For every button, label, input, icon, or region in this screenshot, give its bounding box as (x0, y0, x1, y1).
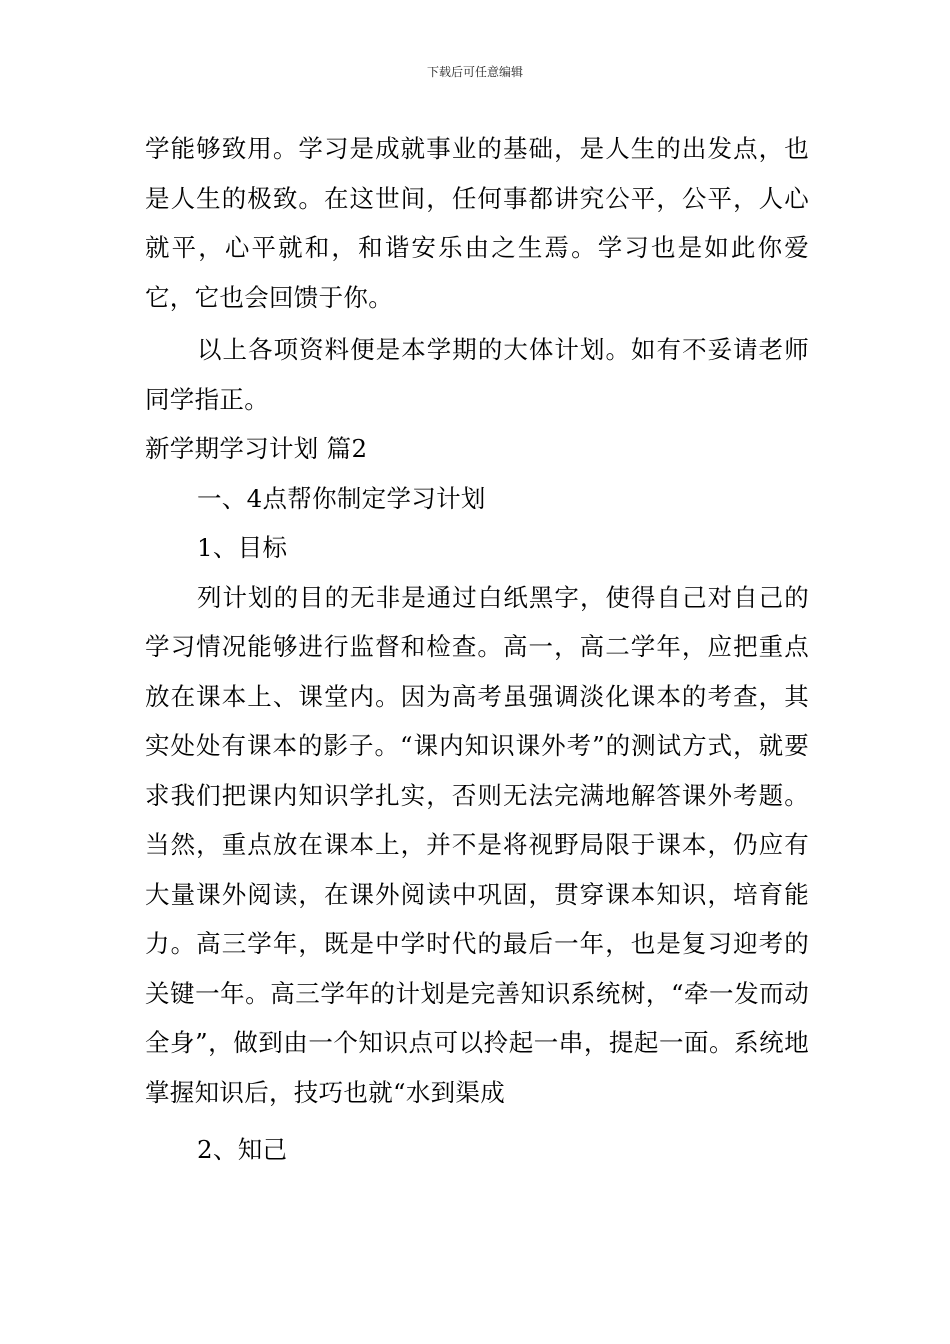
subheading-goal: 1、目标 (197, 533, 288, 562)
page-header: 下载后可任意编辑 (426, 65, 523, 79)
subheading-know-self: 2、知己 (197, 1135, 288, 1164)
section-title: 新学期学习计划 篇2 (145, 434, 368, 463)
paragraph-summary: 以上各项资料便是本学期的大体计划。如有不妥请老师同学指正。 (145, 335, 809, 414)
document-body (145, 124, 809, 1175)
subheading-tips: 一、4点帮你制定学习计划 (197, 483, 486, 513)
paragraph-goal: 列计划的目的无非是通过白纸黑字，使得自己对自己的学习情况能够进行监督和检查。高一，高二学年，应把重点放在课本上、课堂内。因为高考虽强调淡化课本的考查，其实处处有课本的影子。“课内知识课外考”的测试方式，就要求我们把课内知识学扎实，否则无法完满地解答课外考题。当然，重点放在课本上，并不是将视野局限于课本，仍应有大量课外阅读，在课外阅读中巩固，贯穿课本知识，培育能力。高三学年，既是中学时代的最后一年，也是复习迎考的关键一年。高三学年的计划是完善知识系统树，“牵一发而动全身”，做到由一个知识点可以拎起一串，提起一面。系统地掌握知识后，技巧也就“水到渠成 (145, 582, 809, 1107)
paragraph-continuation: 学能够致用。学习是成就事业的基础，是人生的出发点，也是人生的极致。在这世间，任何事都讲究公平，公平，人心就平，心平就和，和谐安乐由之生焉。学习也是如此你爱它，它也会回馈于你。 (145, 134, 809, 312)
